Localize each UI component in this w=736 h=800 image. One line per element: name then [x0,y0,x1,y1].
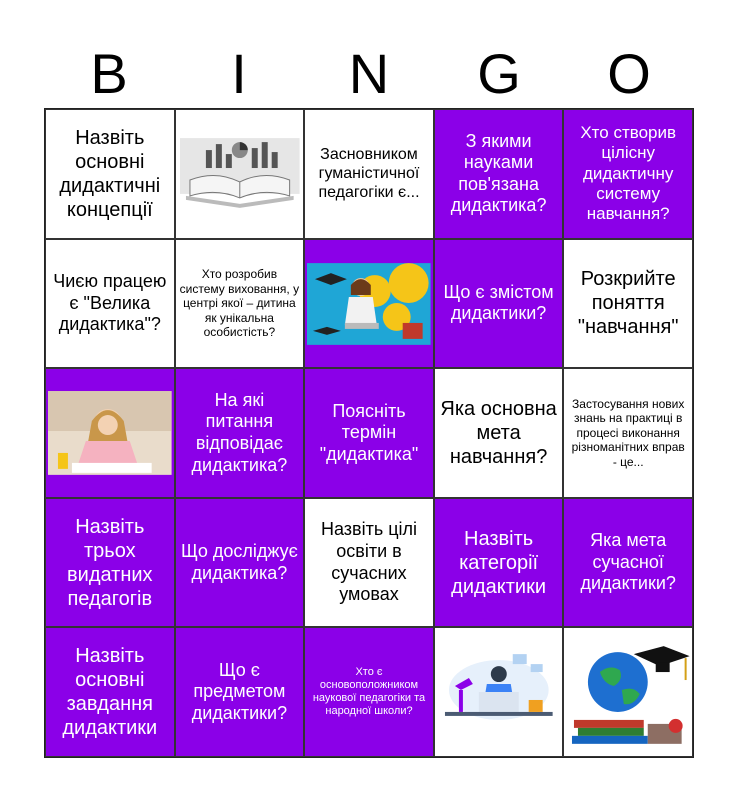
cell-text: Що досліджує дидактика? [180,541,298,583]
bingo-cell[interactable] [434,498,564,628]
cell-text: Назвіть трьох видатних педагогів [67,515,153,610]
cell-text: Поясніть термін "дидактика" [319,400,419,464]
bingo-cell[interactable] [175,627,305,757]
bingo-cell[interactable] [175,368,305,498]
student-with-laptop-image [305,239,433,367]
bingo-cell[interactable] [304,498,434,628]
bingo-header [44,40,694,108]
bingo-cell[interactable] [434,109,564,239]
cell-text: Застосування нових знань на практиці в процесі виконання різноманітних вправ - це... [571,397,685,469]
header-letter-n: N [348,42,390,105]
cell-text: Яка основна мета навчання? [440,397,557,468]
cell-text: Хто є основоположником наукової педагогіки та народної школи? [312,665,426,718]
cell-text: Яка мета сучасної дидактики? [580,530,676,594]
cell-text: Назвіть основні дидактичні концепції [59,126,161,221]
cell-text: Хто розробив систему виховання, у центрі якої – дитина як унікальна особистість? [179,267,300,339]
person-at-desk-laptop-image [435,628,563,756]
bingo-cell[interactable] [175,109,305,239]
header-letter-o: O [607,42,651,105]
bingo-cell[interactable] [45,239,175,369]
cell-text: Чиєю працею є "Велика дидактика"? [53,271,167,335]
bingo-cell[interactable] [304,109,434,239]
bingo-cell[interactable] [45,498,175,628]
cell-text: Назвіть основні завдання дидактики [62,645,158,740]
cell-text: Хто створив цілісну дидактичну систему навчання? [580,122,677,224]
bingo-cell[interactable] [563,498,693,628]
bingo-cell[interactable] [304,368,434,498]
globe-books-graduation-cap-image [564,628,692,756]
bingo-cell[interactable] [434,239,564,369]
bingo-cell[interactable] [175,498,305,628]
cell-text: Назвіть категорії дидактики [451,527,547,598]
cell-text: Що є предметом дидактики? [191,659,288,723]
girl-writing-image [46,369,174,497]
bingo-cell[interactable] [563,239,693,369]
bingo-cell[interactable] [45,368,175,498]
bingo-cell[interactable] [304,239,434,369]
cell-text: Назвіть цілі освіти в сучасних умовах [320,519,418,605]
cell-text: На які питання відповідає дидактика? [191,389,288,475]
bingo-cell[interactable] [563,109,693,239]
bingo-cell[interactable] [304,627,434,757]
bingo-cell[interactable] [563,368,693,498]
bingo-cell[interactable] [45,627,175,757]
bingo-cell[interactable] [434,368,564,498]
header-letter-i: I [231,42,247,105]
bingo-cell[interactable] [45,109,175,239]
cell-text: Що є змістом дидактики? [443,281,554,324]
open-book-with-charts-image [176,110,304,238]
header-letter-b: B [90,42,128,105]
cell-text: Засновником гуманістичної педагогіки є... [318,146,420,202]
bingo-grid [44,108,694,758]
header-letter-g: G [477,42,521,105]
cell-text: Розкрийте поняття "навчання" [577,268,679,339]
bingo-cell[interactable] [434,627,564,757]
cell-text: З якими науками пов'язана дидактика? [450,130,547,216]
bingo-cell[interactable] [175,239,305,369]
bingo-cell[interactable] [563,627,693,757]
